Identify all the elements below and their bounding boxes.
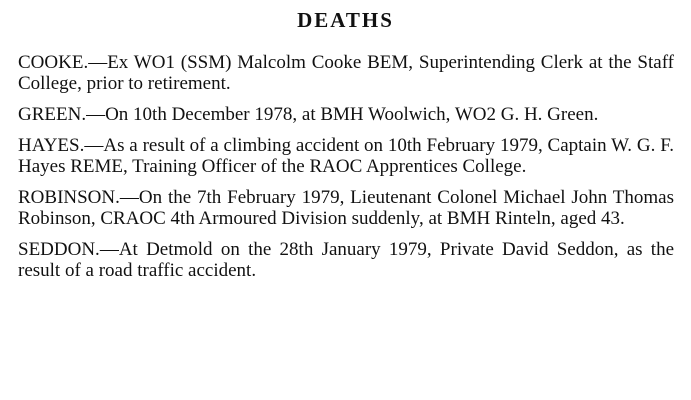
entry-surname: COOKE.: [18, 52, 89, 73]
death-entry-cooke: [18, 52, 674, 94]
entry-surname: HAYES.: [18, 135, 85, 156]
entry-text: —Ex WO1 (SSM) Malcolm Cooke BEM, Superintending Clerk at the Staff College, prior to retirement.: [18, 52, 674, 94]
entry-text: —At Detmold on the 28th January 1979, Private David Seddon, as the result of a road traffic accident.: [18, 239, 674, 281]
entry-surname: GREEN.: [18, 104, 87, 125]
deaths-list: [18, 52, 674, 291]
entry-surname: ROBINSON.: [18, 187, 120, 208]
death-entry-seddon: [18, 239, 674, 281]
death-entry-robinson: [18, 187, 674, 229]
entry-text: —As a result of a climbing accident on 10th February 1979, Captain W. G. F. Hayes REME, Training Officer of the RAOC Apprentices College.: [18, 135, 674, 177]
death-entry-hayes: [18, 135, 674, 177]
death-entry-green: [18, 104, 674, 125]
entry-text: —On the 7th February 1979, Lieutenant Colonel Michael John Thomas Robinson, CRAOC 4th Armoured Division suddenly, at BMH Rinteln, aged 43.: [18, 187, 674, 229]
entry-surname: SEDDON.: [18, 239, 100, 260]
entry-text: —On 10th December 1978, at BMH Woolwich, WO2 G. H. Green.: [86, 104, 599, 125]
section-heading: DEATHS: [297, 8, 394, 32]
